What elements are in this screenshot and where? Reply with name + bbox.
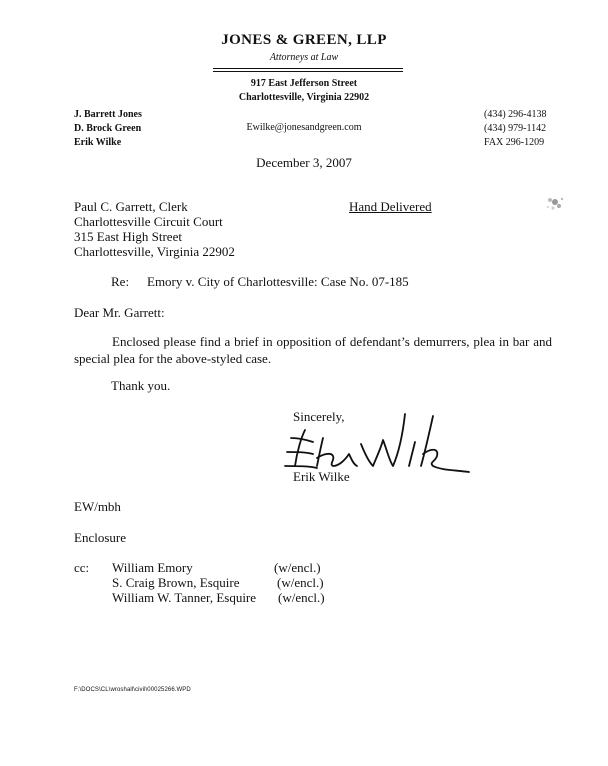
typist-initials: EW/mbh xyxy=(74,499,121,514)
firm-email: Ewilke@jonesandgreen.com xyxy=(246,122,362,133)
firm-street: 917 East Jefferson Street xyxy=(250,78,358,89)
document-file-path: F:\DOCS\CL\wroshall\civil\00025266.WPD xyxy=(74,687,191,693)
recipient-line: Charlottesville, Virginia 22902 xyxy=(74,244,235,259)
cc-name: William Emory xyxy=(112,560,193,575)
firm-fax: FAX 296-1209 xyxy=(484,137,545,148)
handwritten-signature xyxy=(283,408,483,478)
cc-enclosure-note: (w/encl.) xyxy=(278,590,325,605)
cc-enclosure-note: (w/encl.) xyxy=(277,575,324,590)
re-label: Re: xyxy=(111,274,130,289)
recipient-line: 315 East High Street xyxy=(74,229,182,244)
letter-date: December 3, 2007 xyxy=(256,155,352,170)
firm-name: JONES & GREEN, LLP xyxy=(221,32,387,48)
firm-phone: (434) 979-1142 xyxy=(484,123,547,134)
enclosure-note: Enclosure xyxy=(74,530,126,545)
partner-name: Erik Wilke xyxy=(74,137,122,148)
cc-name: William W. Tanner, Esquire xyxy=(112,590,257,605)
signer-name: Erik Wilke xyxy=(293,469,350,484)
partner-name: D. Brock Green xyxy=(74,123,142,134)
closing: Sincerely, xyxy=(293,409,345,424)
firm-tagline: Attorneys at Law xyxy=(269,52,339,63)
cc-row xyxy=(74,590,374,608)
ink-smudge xyxy=(540,188,570,218)
re-subject: Emory v. City of Charlottesville: Case No. 07-185 xyxy=(147,274,409,289)
recipient-line: Paul C. Garrett, Clerk xyxy=(74,199,188,214)
salutation: Dear Mr. Garrett: xyxy=(74,305,165,320)
firm-phone: (434) 296-4138 xyxy=(484,109,547,120)
cc-name: S. Craig Brown, Esquire xyxy=(112,575,240,590)
body-paragraph: Enclosed please find a brief in opposition of defendant’s demurrers, plea in bar and special plea for the above-styled case. xyxy=(74,334,552,366)
recipient-line: Charlottesville Circuit Court xyxy=(74,214,223,229)
firm-city: Charlottesville, Virginia 22902 xyxy=(238,92,370,103)
delivery-method: Hand Delivered xyxy=(349,199,432,214)
letterhead-rule-top xyxy=(213,68,403,69)
thank-you: Thank you. xyxy=(111,378,171,393)
partner-name: J. Barrett Jones xyxy=(74,109,142,120)
cc-label: cc: xyxy=(74,560,90,575)
cc-enclosure-note: (w/encl.) xyxy=(274,560,321,575)
letterhead-rule-bottom xyxy=(213,71,403,72)
